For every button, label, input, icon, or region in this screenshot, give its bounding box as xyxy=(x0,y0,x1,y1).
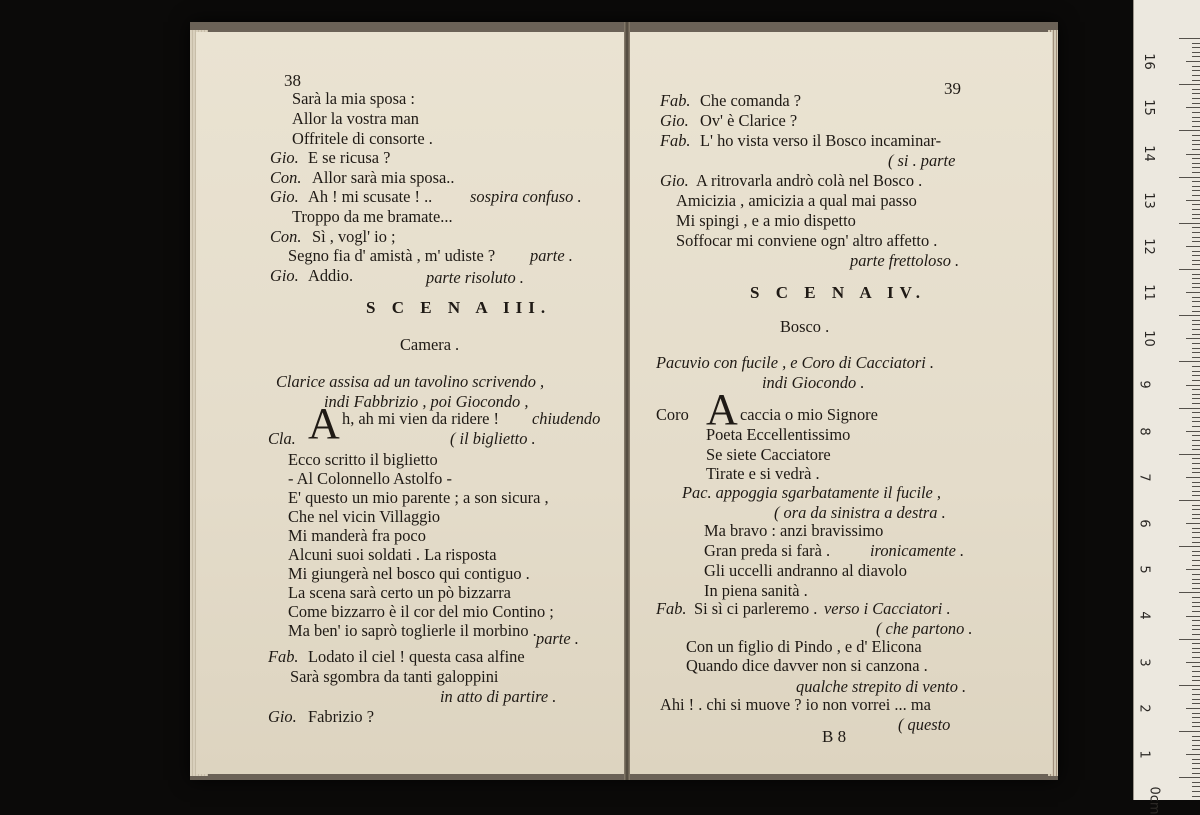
ruler-tick xyxy=(1192,736,1200,737)
ruler-tick xyxy=(1192,371,1200,372)
text-line: Soffocar mi conviene ogn' altro affetto . xyxy=(676,231,938,250)
ruler-tick xyxy=(1192,560,1200,561)
scene-heading: S C E N A IV. xyxy=(750,283,926,302)
dialogue-text: L' ho vista verso il Bosco incaminar- xyxy=(700,131,942,150)
ruler-number: 12 xyxy=(1140,238,1156,255)
ruler-tick xyxy=(1192,551,1200,552)
ruler-tick xyxy=(1186,107,1200,108)
ruler-tick xyxy=(1192,380,1200,381)
ruler-tick xyxy=(1192,509,1200,510)
ruler-tick xyxy=(1179,223,1200,224)
dialogue-text: Ov' è Clarice ? xyxy=(700,111,798,130)
speaker-label: Cla. xyxy=(268,429,296,448)
ruler-tick xyxy=(1186,385,1200,386)
ruler-tick xyxy=(1192,579,1200,580)
scene-location: Bosco . xyxy=(780,317,830,336)
ruler-number: 7 xyxy=(1136,473,1152,482)
drop-cap: A xyxy=(308,399,340,448)
dialogue-text: Che comanda ? xyxy=(700,91,802,110)
ruler-tick xyxy=(1192,264,1200,265)
ruler-tick xyxy=(1186,246,1200,247)
ruler-tick xyxy=(1192,588,1200,589)
ruler-tick xyxy=(1192,190,1200,191)
ruler-number: 16 xyxy=(1140,53,1156,70)
stage-direction: Pacuvio con fucile , e Coro di Cacciatori . xyxy=(656,353,934,372)
ruler-tick xyxy=(1192,458,1200,459)
text-line: Sarà la mia sposa : xyxy=(292,89,415,108)
text-line: caccia o mio Signore xyxy=(740,405,878,424)
ruler-tick xyxy=(1192,643,1200,644)
measurement-ruler xyxy=(1133,0,1200,815)
speaker-label: Coro xyxy=(656,405,689,424)
ruler-tick xyxy=(1192,389,1200,390)
ruler-tick xyxy=(1192,574,1200,575)
ruler-tick xyxy=(1192,703,1200,704)
ruler-tick xyxy=(1192,449,1200,450)
ruler-tick xyxy=(1192,421,1200,422)
ruler-tick xyxy=(1192,149,1200,150)
speaker-label: Con. xyxy=(270,227,302,246)
ruler-tick xyxy=(1192,417,1200,418)
text-line: Mi manderà fra poco xyxy=(288,526,426,545)
stage-direction: indi Fabbrizio , poi Giocondo , xyxy=(324,392,529,411)
ruler-tick xyxy=(1186,338,1200,339)
ruler-tick xyxy=(1192,440,1200,441)
ruler-tick xyxy=(1186,200,1200,201)
speaker-label: Fab. xyxy=(656,599,687,618)
ruler-tick xyxy=(1192,625,1200,626)
dialogue-text: Addio. xyxy=(308,266,354,285)
ruler-tick xyxy=(1192,214,1200,215)
ruler-tick xyxy=(1192,311,1200,312)
ruler-tick xyxy=(1192,348,1200,349)
ruler-number: 3 xyxy=(1136,657,1152,667)
ruler-tick xyxy=(1179,454,1200,455)
ruler-tick xyxy=(1192,445,1200,446)
ruler-tick xyxy=(1192,112,1200,113)
ruler-tick xyxy=(1192,611,1200,612)
ruler-tick xyxy=(1192,699,1200,700)
text-line: h, ah mi vien da ridere ! xyxy=(342,409,500,428)
ruler-tick xyxy=(1192,227,1200,228)
ruler-tick xyxy=(1192,218,1200,219)
ruler-tick xyxy=(1179,130,1200,131)
ruler-tick xyxy=(1192,717,1200,718)
ruler-tick xyxy=(1192,671,1200,672)
ruler-tick xyxy=(1192,782,1200,783)
speaker-label: Gio. xyxy=(270,148,299,167)
dialogue-text: Ah ! mi scusate ! .. xyxy=(308,187,433,206)
ruler-tick xyxy=(1179,315,1200,316)
ruler-tick xyxy=(1179,777,1200,778)
stage-direction: in atto di partire . xyxy=(440,687,557,706)
ruler-tick xyxy=(1192,468,1200,469)
ruler-tick xyxy=(1186,523,1200,524)
text-line: Gran preda si farà . xyxy=(704,541,831,560)
ruler-number: 13 xyxy=(1140,191,1156,209)
ruler-tick xyxy=(1192,329,1200,330)
ruler-tick xyxy=(1192,301,1200,302)
ruler-number: 14 xyxy=(1140,145,1156,163)
ruler-tick xyxy=(1192,237,1200,238)
speaker-label: Fab. xyxy=(660,131,691,150)
ruler-number: 10 xyxy=(1140,330,1156,347)
stage-direction: ( questo xyxy=(898,715,951,734)
ruler-tick xyxy=(1192,47,1200,48)
ruler-tick xyxy=(1186,662,1200,663)
ruler-tick xyxy=(1192,255,1200,256)
ruler-tick xyxy=(1192,634,1200,635)
ruler-tick xyxy=(1179,731,1200,732)
dialogue-text: Lodato il ciel ! questa casa alfine xyxy=(308,647,525,666)
text-line: Troppo da me bramate... xyxy=(292,207,453,226)
stage-direction: ( che partono . xyxy=(876,619,973,638)
ruler-tick xyxy=(1192,495,1200,496)
ruler-tick xyxy=(1192,472,1200,473)
ruler-tick xyxy=(1192,251,1200,252)
ruler-tick xyxy=(1192,463,1200,464)
stage-direction: ( si . parte xyxy=(888,151,956,170)
stage-direction: qualche strepito di vento . xyxy=(796,677,967,696)
ruler-tick xyxy=(1192,412,1200,413)
ruler-tick xyxy=(1179,84,1200,85)
scene-location: Camera . xyxy=(400,335,460,354)
text-line: Mi giungerà nel bosco qui contiguo . xyxy=(288,564,530,583)
ruler-tick xyxy=(1192,648,1200,649)
ruler-tick xyxy=(1192,232,1200,233)
ruler-number: 0cm xyxy=(1146,786,1162,815)
text-line: Con un figlio di Pindo , e d' Elicona xyxy=(686,637,922,656)
ruler-tick xyxy=(1192,93,1200,94)
ruler-tick xyxy=(1192,786,1200,787)
ruler-tick xyxy=(1186,754,1200,755)
open-book xyxy=(190,22,1058,780)
ruler-tick xyxy=(1192,195,1200,196)
dialogue-text: E se ricusa ? xyxy=(308,148,391,167)
ruler-tick xyxy=(1192,606,1200,607)
ruler-tick xyxy=(1192,602,1200,603)
left-page xyxy=(196,32,624,774)
ruler-tick xyxy=(1192,297,1200,298)
ruler-tick xyxy=(1192,435,1200,436)
ruler-tick xyxy=(1192,518,1200,519)
ruler-tick xyxy=(1192,398,1200,399)
ruler-tick xyxy=(1192,666,1200,667)
ruler-tick xyxy=(1179,408,1200,409)
text-line: Poeta Eccellentissimo xyxy=(706,425,851,444)
dialogue-text: Sì , vogl' io ; xyxy=(312,227,396,246)
ruler-tick xyxy=(1186,708,1200,709)
text-line: Quando dice davver non si canzona . xyxy=(686,656,928,675)
ruler-tick xyxy=(1186,154,1200,155)
stage-direction: ironicamente . xyxy=(870,541,965,560)
text-line: Alcuni suoi soldati . La risposta xyxy=(288,545,497,564)
ruler-tick xyxy=(1192,172,1200,173)
text-line: Allor la vostra man xyxy=(292,109,419,128)
ruler-tick xyxy=(1179,38,1200,39)
ruler-number: 1 xyxy=(1136,750,1152,759)
ruler-tick xyxy=(1192,56,1200,57)
ruler-number: 4 xyxy=(1136,611,1152,621)
drop-cap: A xyxy=(706,385,738,434)
ruler-tick xyxy=(1192,722,1200,723)
ruler-tick xyxy=(1192,66,1200,67)
ruler-tick xyxy=(1179,177,1200,178)
text-line: Ma bravo : anzi bravissimo xyxy=(704,521,884,540)
ruler-tick xyxy=(1192,75,1200,76)
speaker-label: Gio. xyxy=(270,187,299,206)
ruler-tick xyxy=(1179,500,1200,501)
text-line: Gli uccelli andranno al diavolo xyxy=(704,561,907,580)
ruler-tick xyxy=(1192,209,1200,210)
dialogue-text: A ritrovarla andrò colà nel Bosco . xyxy=(696,171,923,190)
speaker-label: Con. xyxy=(270,168,302,187)
ruler-tick xyxy=(1179,639,1200,640)
ruler-tick xyxy=(1192,375,1200,376)
ruler-tick xyxy=(1192,676,1200,677)
ruler-tick xyxy=(1192,403,1200,404)
ruler-tick xyxy=(1179,361,1200,362)
ruler-tick xyxy=(1192,135,1200,136)
ruler-number: 6 xyxy=(1136,519,1152,528)
ruler-tick xyxy=(1192,394,1200,395)
ruler-tick xyxy=(1192,426,1200,427)
ruler-tick xyxy=(1186,616,1200,617)
ruler-tick xyxy=(1192,186,1200,187)
ruler-tick xyxy=(1192,343,1200,344)
ruler-tick xyxy=(1192,324,1200,325)
ruler-tick xyxy=(1192,260,1200,261)
speaker-label: Fab. xyxy=(268,647,299,666)
ruler-number: 5 xyxy=(1136,565,1152,574)
ruler-tick xyxy=(1192,158,1200,159)
text-line: Amicizia , amicizia a qual mai passo xyxy=(676,191,917,210)
ruler-number: 15 xyxy=(1140,99,1156,116)
stage-direction: sospira confuso . xyxy=(470,187,582,206)
ruler-tick xyxy=(1192,352,1200,353)
text-line: Se siete Cacciatore xyxy=(706,445,831,464)
ruler-tick xyxy=(1192,482,1200,483)
ruler-number: 8 xyxy=(1136,426,1152,436)
speaker-label: Gio. xyxy=(268,707,297,726)
ruler-tick xyxy=(1192,121,1200,122)
right-page xyxy=(630,32,1052,774)
ruler-tick xyxy=(1192,652,1200,653)
ruler-tick xyxy=(1192,366,1200,367)
ruler-tick xyxy=(1192,486,1200,487)
stage-direction: parte frettoloso . xyxy=(850,251,960,270)
ruler-tick xyxy=(1192,791,1200,792)
speaker-label: Gio. xyxy=(660,171,689,190)
ruler-tick xyxy=(1192,759,1200,760)
ruler-tick xyxy=(1192,163,1200,164)
text-line: In piena sanità . xyxy=(704,581,808,600)
stage-direction: indi Giocondo . xyxy=(762,373,865,392)
ruler-tick xyxy=(1192,274,1200,275)
ruler-tick xyxy=(1192,532,1200,533)
ruler-number: 9 xyxy=(1136,380,1152,390)
ruler-tick xyxy=(1192,52,1200,53)
ruler-tick xyxy=(1192,537,1200,538)
ruler-tick xyxy=(1192,542,1200,543)
ruler-tick xyxy=(1192,117,1200,118)
ruler-tick xyxy=(1192,528,1200,529)
text-line: Offritele di consorte . xyxy=(292,129,433,148)
ruler-tick xyxy=(1192,491,1200,492)
text-line: Come bizzarro è il cor del mio Contino ; xyxy=(288,602,554,621)
ruler-tick xyxy=(1192,204,1200,205)
stage-direction: Pac. appoggia sgarbatamente il fucile , xyxy=(682,483,942,502)
ruler-tick xyxy=(1192,555,1200,556)
page-number: 39 xyxy=(944,79,961,98)
ruler-tick xyxy=(1192,689,1200,690)
scene-heading: S C E N A III. xyxy=(366,298,552,317)
text-line: Ma ben' io saprò toglierle il morbino . xyxy=(288,621,537,640)
ruler-number: 11 xyxy=(1140,284,1156,301)
ruler-tick xyxy=(1192,43,1200,44)
ruler-tick xyxy=(1192,726,1200,727)
ruler-tick xyxy=(1179,269,1200,270)
ruler-tick xyxy=(1192,763,1200,764)
ruler-number: 2 xyxy=(1136,704,1152,713)
ruler-tick xyxy=(1179,592,1200,593)
ruler-tick xyxy=(1192,80,1200,81)
text-line: E' questo un mio parente ; a son sicura , xyxy=(288,488,549,507)
ruler-tick xyxy=(1192,796,1200,797)
text-line: - Al Colonnello Astolfo - xyxy=(288,469,452,488)
ruler-tick xyxy=(1192,713,1200,714)
text-line: Mi spingi , e a mio dispetto xyxy=(676,211,856,230)
ruler-tick xyxy=(1192,89,1200,90)
ruler-tick xyxy=(1192,680,1200,681)
dialogue-text: Si sì ci parleremo . xyxy=(694,599,818,618)
ruler-tick xyxy=(1192,745,1200,746)
ruler-tick xyxy=(1192,167,1200,168)
text-line: Segno fia d' amistà , m' udiste ? xyxy=(288,246,496,265)
ruler-tick xyxy=(1192,597,1200,598)
ruler-tick xyxy=(1192,749,1200,750)
ruler-tick xyxy=(1192,320,1200,321)
stage-direction: parte . xyxy=(536,629,579,648)
ruler-tick xyxy=(1192,768,1200,769)
ruler-tick xyxy=(1192,694,1200,695)
text-line: Ahi ! . chi si muove ? io non vorrei ... ma xyxy=(660,695,931,714)
ruler-tick xyxy=(1179,685,1200,686)
page-number: 38 xyxy=(284,71,301,90)
ruler-tick xyxy=(1192,583,1200,584)
dialogue-text: Allor sarà mia sposa.. xyxy=(312,168,455,187)
ruler-tick xyxy=(1186,477,1200,478)
text-line: Sarà sgombra da tanti galoppini xyxy=(290,667,499,686)
stage-direction: Clarice assisa ad un tavolino scrivendo , xyxy=(276,372,545,391)
ruler-tick xyxy=(1192,287,1200,288)
ruler-tick xyxy=(1192,70,1200,71)
ruler-tick xyxy=(1192,629,1200,630)
ruler-tick xyxy=(1192,140,1200,141)
ruler-tick xyxy=(1192,306,1200,307)
ruler-tick xyxy=(1192,103,1200,104)
dialogue-text: Fabrizio ? xyxy=(308,707,374,726)
ruler-tick xyxy=(1192,505,1200,506)
signature-mark: B 8 xyxy=(822,727,847,746)
ruler-tick xyxy=(1192,620,1200,621)
speaker-label: Fab. xyxy=(660,91,691,110)
ruler-tick xyxy=(1192,514,1200,515)
ruler-tick xyxy=(1192,126,1200,127)
ruler-tick xyxy=(1186,61,1200,62)
ruler-tick xyxy=(1192,278,1200,279)
ruler-tick xyxy=(1186,431,1200,432)
ruler-tick xyxy=(1186,569,1200,570)
text-line: Tirate e si vedrà . xyxy=(706,464,820,483)
ruler-tick xyxy=(1192,181,1200,182)
text-line: Che nel vicin Villaggio xyxy=(288,507,441,526)
ruler-tick xyxy=(1192,144,1200,145)
ruler-tick xyxy=(1179,546,1200,547)
speaker-label: Gio. xyxy=(270,266,299,285)
stage-direction: parte . xyxy=(530,246,573,265)
stage-direction: chiudendo xyxy=(532,409,601,428)
stage-direction: ( il biglietto . xyxy=(450,429,536,448)
stage-direction: ( ora da sinistra a destra . xyxy=(774,503,946,522)
ruler-tick xyxy=(1192,357,1200,358)
stage-direction: verso i Cacciatori . xyxy=(824,599,951,618)
ruler-tick xyxy=(1192,98,1200,99)
ruler-tick xyxy=(1192,773,1200,774)
ruler-tick xyxy=(1192,241,1200,242)
text-line: Ecco scritto il biglietto xyxy=(288,450,438,469)
ruler-tick xyxy=(1192,740,1200,741)
stage-direction: parte risoluto . xyxy=(426,268,524,287)
ruler-tick xyxy=(1186,292,1200,293)
ruler-tick xyxy=(1192,657,1200,658)
ruler-tick xyxy=(1192,565,1200,566)
ruler-tick xyxy=(1192,283,1200,284)
speaker-label: Gio. xyxy=(660,111,689,130)
ruler-tick xyxy=(1192,334,1200,335)
text-line: La scena sarà certo un pò bizzarra xyxy=(288,583,511,602)
